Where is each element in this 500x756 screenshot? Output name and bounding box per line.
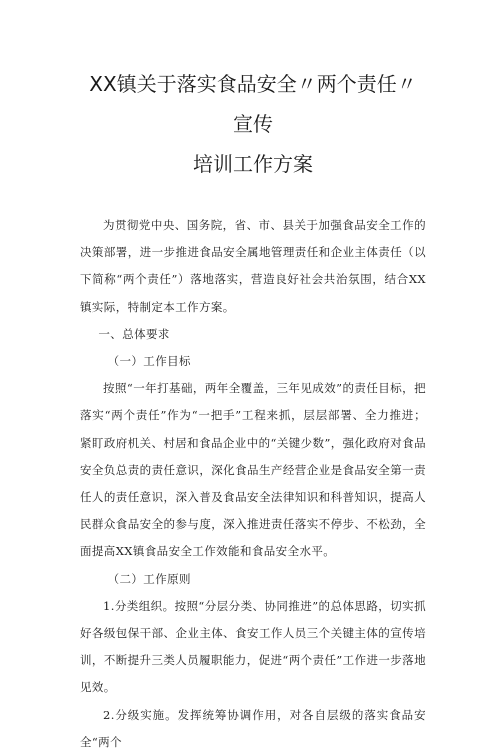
work-goals-paragraph: 按照“一年打基础，两年全覆盖，三年见成效”的责任目标，把落实“两个责任”作为“一把手”工程来抓，层层部署、全力推进；紧盯政府机关、村居和食品企业中的“关键少数”，强化政府对食品安全负总责的责任意识，深化食品生产经营企业是食品安全第一责任人的责任意识，深入普及食品安全法律知识和科普知识，提高人民群众食品安全的参与度，深入推进责任落实不停步、不松劲，全面提高XX镇食品安全工作效能和食品安全水平。 <box>80 381 426 559</box>
title-line-1: XX镇关于落实食品安全〃两个责任〃宣传 <box>89 72 417 136</box>
section-heading-general-requirements: 一、总体要求 <box>98 326 170 341</box>
title-line-2: 培训工作方案 <box>193 152 313 176</box>
document-body <box>80 212 426 756</box>
principle-2-paragraph: 2.分级实施。发挥统筹协调作用，对各自层级的落实食品安全“两个 <box>80 707 426 749</box>
intro-paragraph: 为贯彻党中央、国务院，省、市、县关于加强食品安全工作的决策部署，进一步推进食品安全属地管理责任和企业主体责任（以下简称“两个责任”）落地落实，营造良好社会共治氛围，结合XX镇实际，特制定本工作方案。 <box>80 218 426 314</box>
principle-1-paragraph: 1.分类组织。按照“分层分类、协同推进”的总体思路，切实抓好各级包保干部、企业主体、食安工作人员三个关键主体的宣传培训，不断提升三类人员履职能力，促进“两个责任”工作进一步落地见效。 <box>80 598 426 695</box>
document-title <box>80 64 426 184</box>
subsection-heading-work-principles: （二）工作原则 <box>107 571 191 586</box>
subsection-heading-work-goals: （一）工作目标 <box>107 354 191 369</box>
